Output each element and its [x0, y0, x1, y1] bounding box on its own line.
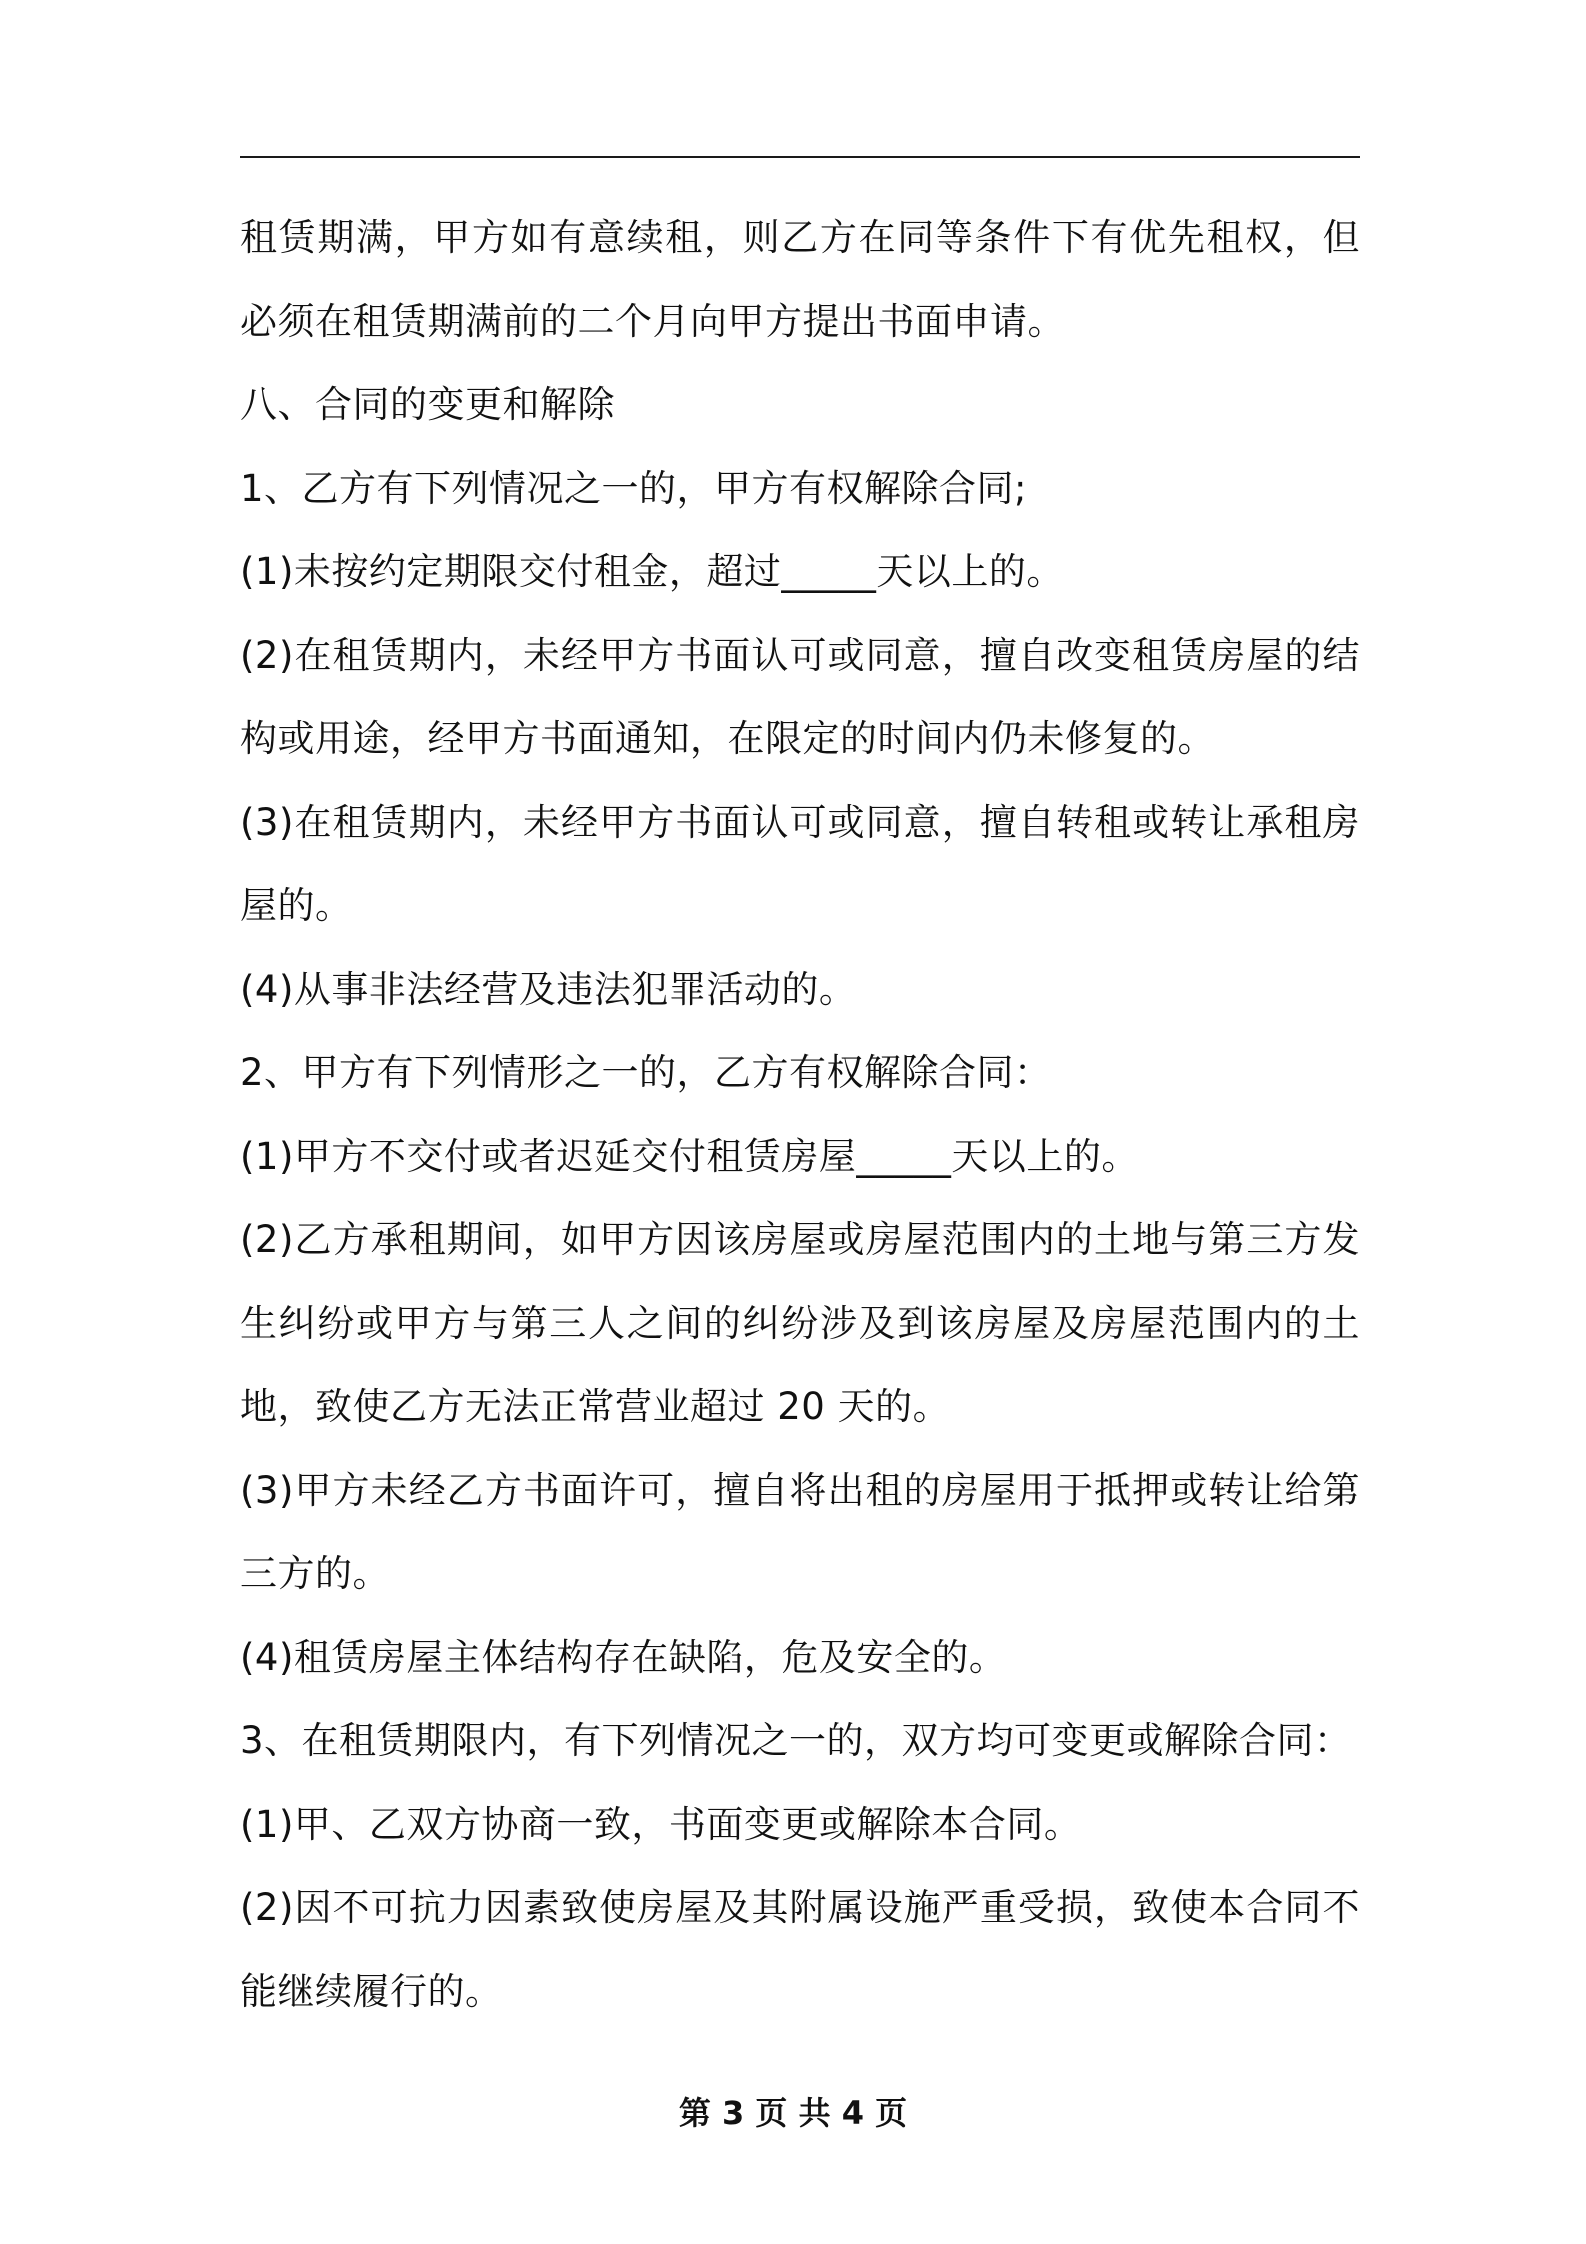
list-item: (3)在租赁期内，未经甲方书面认可或同意，擅自转租或转让承租房屋的。	[240, 800, 1360, 927]
paragraph: 1、乙方有下列情况之一的，甲方有权解除合同;	[240, 466, 1028, 510]
paragraph: 2、甲方有下列情形之一的，乙方有权解除合同：	[240, 1051, 1052, 1094]
paragraph: 3、在租赁期限内，有下列情况之一的，双方均可变更或解除合同：	[240, 1719, 1352, 1762]
list-item: (4)租赁房屋主体结构存在缺陷，危及安全的。	[240, 1635, 1007, 1679]
header-rule	[240, 156, 1360, 158]
list-item: (4)从事非法经营及违法犯罪活动的。	[240, 967, 857, 1011]
document-body	[240, 196, 1360, 2033]
list-item: (1)未按约定期限交付租金，超过_____天以上的。	[240, 550, 1064, 593]
paragraph: 租赁期满，甲方如有意续租，则乙方在同等条件下有优先租权，但必须在租赁期满前的二个月向甲方提出书面申请。	[240, 216, 1360, 343]
list-item: (2)在租赁期内，未经甲方书面认可或同意，擅自改变租赁房屋的结构或用途，经甲方书面通知，在限定的时间内仍未修复的。	[240, 633, 1360, 760]
list-item: (1)甲方不交付或者迟延交付租赁房屋_____天以上的。	[240, 1134, 1139, 1178]
list-item: (2)乙方承租期间，如甲方因该房屋或房屋范围内的土地与第三方发生纠纷或甲方与第三人之间的纠纷涉及到该房屋及房屋范围内的土地，致使乙方无法正常营业超过 20 天的。	[240, 1218, 1360, 1428]
section-heading: 八、合同的变更和解除	[240, 383, 615, 426]
list-item: (1)甲、乙双方协商一致，书面变更或解除本合同。	[240, 1802, 1082, 1846]
page-number-footer: 第 3 页 共 4 页	[678, 2094, 908, 2132]
list-item: (2)因不可抗力因素致使房屋及其附属设施严重受损，致使本合同不能继续履行的。	[240, 1886, 1360, 2013]
list-item: (3)甲方未经乙方书面许可，擅自将出租的房屋用于抵押或转让给第三方的。	[240, 1468, 1360, 1595]
